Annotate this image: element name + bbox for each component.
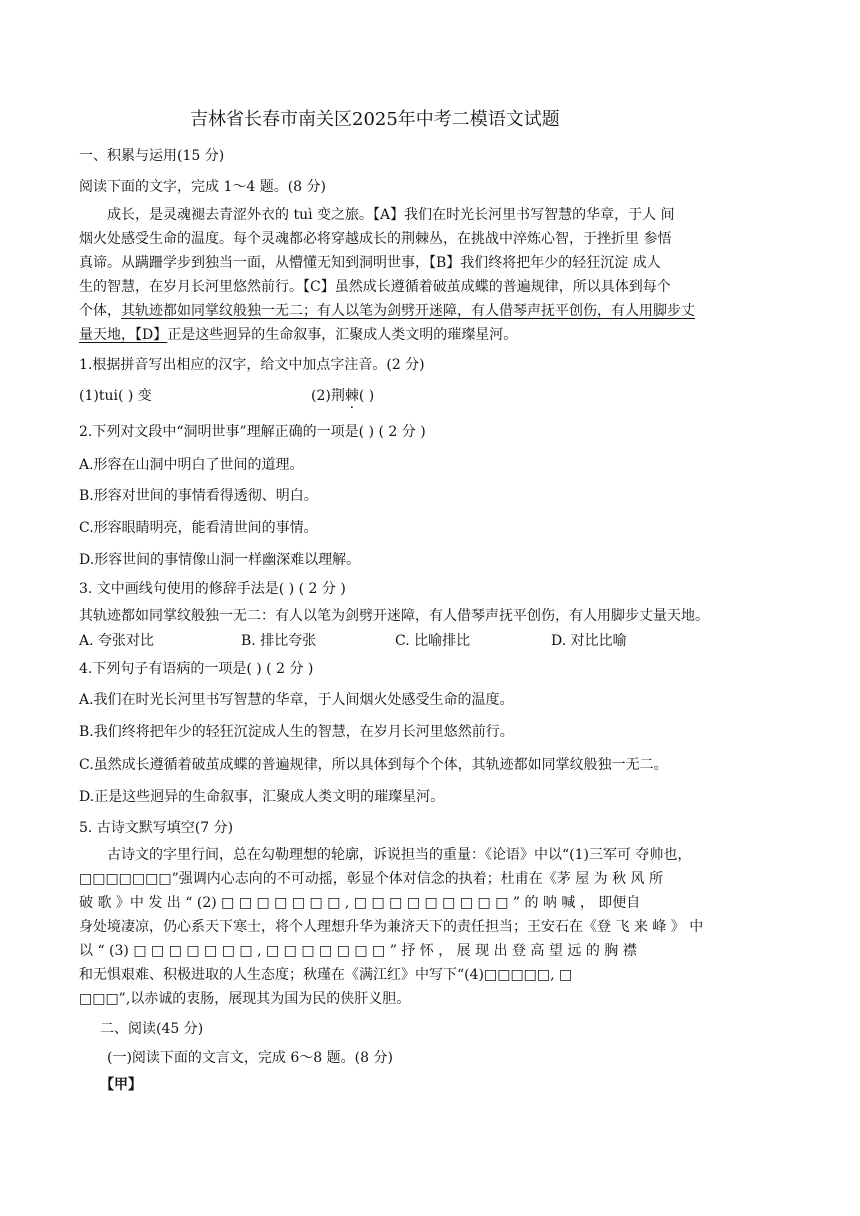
question-3-option-b: B. 排比夸张 — [241, 633, 317, 649]
question-2-stem: 2.下列对文段中“洞明世事”理解正确的一项是( ) ( 2 分 ) — [79, 424, 426, 440]
question-5-line: □□□□□□□”强调内心志向的不可动摇，彰显个体对信念的执着；杜甫在《茅 屋 为 秋 风 所 — [79, 871, 663, 887]
passage-line: 生的智慧，在岁月长河里悠然前行。【C】虽然成长遵循着破茧成蝶的普遍规律，所以具体到每个 — [79, 279, 671, 295]
question-5-line: □□□”,以赤诚的衷肠，展现其为国为民的侠肝义胆。 — [79, 991, 411, 1007]
passage-line — [79, 325, 517, 345]
question-4-stem: 4.下列句子有语病的一项是( ) ( 2 分 ) — [79, 661, 314, 677]
underlined-sentence: 量天地，【D】 — [79, 327, 168, 343]
underlined-sentence: 其轨迹都如同掌纹般独一无二；有人以笔为剑劈开迷障，有人借琴声抚平创伤，有人用脚步丈 — [121, 303, 695, 319]
passage-line — [79, 301, 695, 321]
question-3-option-d: D. 对比比喻 — [551, 633, 627, 649]
section-heading-1: 一、积累与运用(15 分) — [79, 148, 225, 164]
question-4-option-a: A.我们在时光长河里书写智慧的华章，于人间烟火处感受生命的温度。 — [79, 692, 514, 708]
question-5-line: 身处境凄凉，仍心系天下寒士，将个人理想升华为兼济天下的责任担当；王安石在《登 飞 来 峰 》 中 — [79, 919, 704, 935]
question-2-option-a: A.形容在山洞中明白了世间的道理。 — [79, 457, 304, 473]
question-3-stem: 3. 文中画线句使用的修辞手法是( ) ( 2 分 ) — [79, 581, 346, 597]
question-4-option-c: C.虽然成长遵循着破茧成蝶的普遍规律，所以具体到每个个体，其轨迹都如同掌纹般独一无二。 — [79, 757, 668, 773]
section-heading-2: 二、阅读(45 分) — [100, 1021, 204, 1037]
question-1-blank-2: (2)荆棘( ) — [311, 388, 375, 404]
question-3-sentence: 其轨迹都如同掌纹般独一无二：有人以笔为剑劈开迷障，有人借琴声抚平创伤，有人用脚步丈量天地。 — [79, 608, 709, 624]
passage-line: 成长，是灵魂褪去青涩外衣的 tuì 变之旅。【A】我们在时光长河里书写智慧的华章，于人 间 — [107, 207, 675, 223]
passage-label: 【甲】 — [100, 1077, 142, 1093]
question-2-option-d: D.形容世间的事情像山洞一样幽深难以理解。 — [79, 552, 361, 568]
question-4-option-d: D.正是这些迥异的生命叙事，汇聚成人类文明的璀璨星河。 — [79, 789, 445, 805]
question-5-line: 和无惧艰难、积极进取的人生态度；秋瑾在《满江红》中写下“(4)□□□□□, □ — [79, 967, 573, 983]
question-5-stem: 5. 古诗文默写填空(7 分) — [79, 820, 234, 836]
passage-line: 真谛。从蹒跚学步到独当一面，从懵懂无知到洞明世事，【B】我们终将把年少的轻狂沉淀 成人 — [79, 255, 661, 271]
reading-intro: 阅读下面的文字，完成 1～4 题。(8 分) — [79, 179, 326, 195]
page-title: 吉林省长春市南关区2025年中考二模语文试题 — [190, 109, 560, 130]
question-5-line: 古诗文的字里行间，总在勾勒理想的轮廓，诉说担当的重量：《论语》中以“(1)三军可 夺帅也， — [107, 847, 692, 863]
question-2-option-c: C.形容眼睛明亮，能看清世间的事情。 — [79, 520, 318, 536]
question-4-option-b: B.我们终将把年少的轻狂沉淀成人生的智慧，在岁月长河里悠然前行。 — [79, 724, 514, 740]
question-2-option-b: B.形容对世间的事情看得透彻、明白。 — [79, 488, 318, 504]
passage-text: 正是这些迥异的生命叙事，汇聚成人类文明的璀璨星河。 — [167, 327, 518, 343]
question-1-blank-1: (1)tui( ) 变 — [79, 388, 152, 404]
subsection-heading: (一)阅读下面的文言文，完成 6～8 题。(8 分) — [107, 1050, 393, 1066]
passage-line: 烟火处感受生命的温度。每个灵魂都必将穿越成长的荆棘丛，在挑战中淬炼心智，于挫折里 参悟 — [79, 231, 672, 247]
question-5-line: 破 歌 》中 发 出 “ (2) □ □ □ □ □ □ □ , □ □ □ □ □ □ □ □ □ ” 的 呐 喊 ， 即便自 — [79, 895, 641, 911]
question-3-option-c: C. 比喻排比 — [395, 633, 471, 649]
question-1-stem: 1.根据拼音写出相应的汉字，给文中加点字注音。(2 分) — [79, 357, 425, 373]
question-3-option-a: A. 夸张对比 — [79, 633, 155, 649]
dotted-character: 棘 — [344, 388, 359, 404]
question-5-line: 以 “ (3) □ □ □ □ □ □ □ , □ □ □ □ □ □ □ ” 抒 怀 ， 展 现 出 登 高 望 远 的 胸 襟 — [79, 943, 637, 959]
passage-text: 个体， — [79, 303, 121, 319]
